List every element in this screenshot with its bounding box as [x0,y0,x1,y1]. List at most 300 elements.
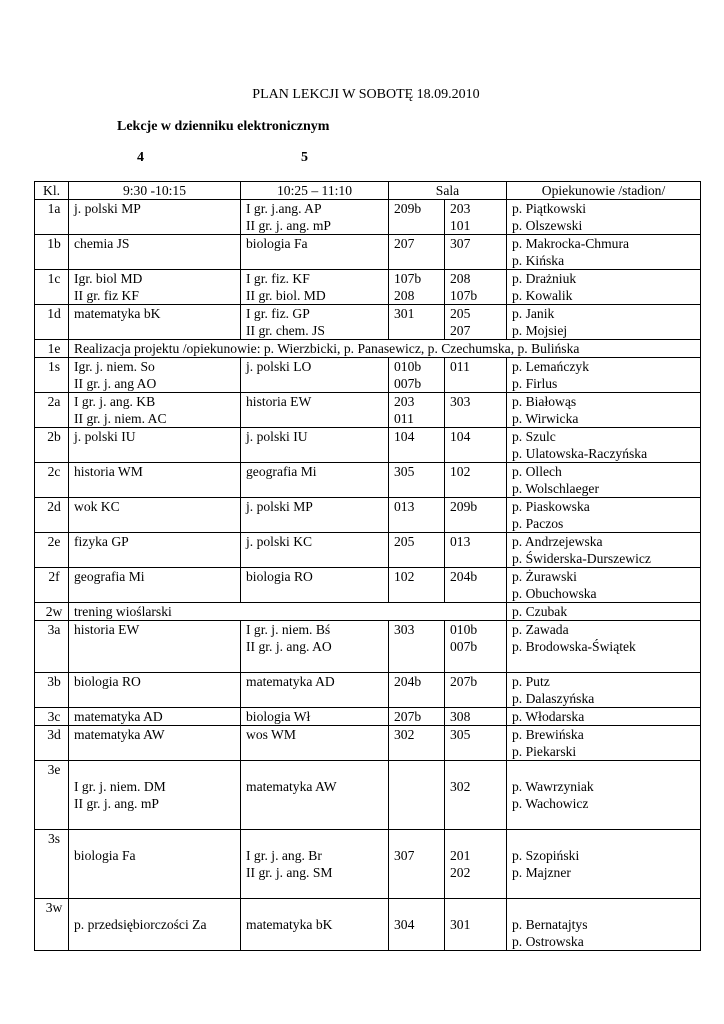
cell-line [450,550,506,567]
cell-line [512,655,700,672]
cell-line: 205 [394,534,415,549]
cell-line: p. Mojsiej [512,323,568,338]
room-slot-1 [389,463,445,498]
cell-line [512,761,700,778]
cell-line: geografia Mi [74,569,145,584]
guardians-cell [507,305,701,340]
table-row [35,830,701,899]
guardians-cell [507,568,701,603]
cell-line: 101 [450,218,471,233]
room-slot-2 [445,200,507,235]
lesson-wide: trening wioślarski [69,603,507,621]
cell-line [246,690,388,707]
cell-line: 303 [394,622,415,637]
cell-line [394,864,444,881]
cell-line: p. Kowalik [512,288,573,303]
cell-line: p. Andrzejewska [512,534,603,549]
cell-line: matematyka AW [246,779,337,794]
cell-line: p. Dalaszyńska [512,691,595,706]
header-row [35,182,701,200]
room-slot-1 [389,899,445,951]
lesson-slot-1 [69,235,241,270]
class-name: 2a [35,393,69,428]
table-row [35,393,701,428]
lesson-slot-1 [69,726,241,761]
cell-line [246,480,388,497]
cell-line: 301 [450,917,471,932]
cell-line [246,445,388,462]
cell-line: II gr. j. niem. AC [74,411,167,426]
cell-line: p. Wawrzyniak [512,779,594,794]
cell-line: II gr. chem. JS [246,323,325,338]
cell-line: 308 [450,709,471,724]
lesson-slot-1 [69,358,241,393]
room-slot-2 [445,726,507,761]
cell-line [246,585,388,602]
guardians-cell [507,726,701,761]
cell-line [74,899,240,916]
cell-line [246,375,388,392]
lesson-slot-1 [69,270,241,305]
lesson-slot-2 [241,393,389,428]
room-slot-2 [445,235,507,270]
cell-line [246,515,388,532]
room-slot-2 [445,533,507,568]
room-slot-2 [445,270,507,305]
guardians-cell [507,463,701,498]
guardians-cell [507,899,701,951]
cell-line: p. Zawada [512,622,569,637]
lesson-slot-1 [69,393,241,428]
cell-line: chemia JS [74,236,130,251]
cell-line: p. Janik [512,306,555,321]
class-name: 3d [35,726,69,761]
header-slot-1: 9:30 -10:15 [69,182,241,200]
cell-line [450,690,506,707]
cell-line: p. Wachowicz [512,796,589,811]
cell-line: p. Ulatowska-Raczyńska [512,446,648,461]
room-slot-2 [445,761,507,830]
class-name: 3e [35,761,69,830]
class-name: 2e [35,533,69,568]
cell-line [450,743,506,760]
cell-line [394,638,444,655]
cell-line [394,899,444,916]
cell-line [450,761,506,778]
cell-line: 203 [394,394,415,409]
cell-line [450,252,506,269]
cell-line: 304 [394,917,415,932]
cell-line [74,322,240,339]
cell-line: 209b [450,499,478,514]
cell-line: p. Drażniuk [512,271,577,286]
room-slot-2 [445,358,507,393]
class-name: 1d [35,305,69,340]
cell-line: 302 [394,727,415,742]
cell-line [394,690,444,707]
table-row [35,498,701,533]
table-row [35,463,701,498]
class-name: 1b [35,235,69,270]
cell-line: biologia Fa [74,848,136,863]
cell-line: II gr. j. ang. SM [246,865,333,880]
cell-line: 102 [394,569,415,584]
cell-line: p. Piątkowski [512,201,587,216]
cell-line [394,217,444,234]
room-slot-2 [445,708,507,726]
room-slot-1 [389,726,445,761]
guardians-cell [507,708,701,726]
room-slot-1 [389,708,445,726]
cell-line: wos WM [246,727,296,742]
cell-line: 305 [394,464,415,479]
cell-line [74,933,240,950]
cell-line [394,515,444,532]
class-name: 1s [35,358,69,393]
cell-line: p. Brodowska-Świątek [512,639,636,654]
cell-line [512,830,700,847]
cell-line [450,795,506,812]
schedule-table [34,181,701,951]
cell-line [394,655,444,672]
cell-line: p. Bernatajtys [512,917,588,932]
cell-line: p. Wolschlaeger [512,481,599,496]
table-row [35,235,701,270]
lesson-slot-2 [241,358,389,393]
lesson-slot-2 [241,305,389,340]
cell-line: p. Firlus [512,376,558,391]
room-slot-2 [445,428,507,463]
lesson-slot-1 [69,621,241,673]
cell-line: 107b [394,271,422,286]
cell-line [450,445,506,462]
cell-line: II gr. j. ang AO [74,376,157,391]
lesson-slot-1 [69,568,241,603]
cell-line [394,252,444,269]
cell-line [394,778,444,795]
table-row [35,673,701,708]
room-slot-2 [445,568,507,603]
cell-line: wok KC [74,499,120,514]
class-name: 1c [35,270,69,305]
cell-line: 007b [394,376,422,391]
cell-line [512,881,700,898]
lesson-slot-2 [241,498,389,533]
cell-line: 307 [394,848,415,863]
lesson-slot-1 [69,899,241,951]
cell-line: j. polski MP [74,201,141,216]
cell-line [74,881,240,898]
cell-line [394,812,444,829]
cell-line [74,550,240,567]
cell-line: 209b [394,201,422,216]
header-room: Sala [389,182,507,200]
cell-line: p. Piekarski [512,744,577,759]
cell-line: II gr. biol. MD [246,288,326,303]
table-row [35,533,701,568]
cell-line [74,830,240,847]
header-guardians: Opiekunowie /stadion/ [507,182,701,200]
room-slot-1 [389,830,445,899]
class-name: 1e [35,340,69,358]
cell-line: I gr. j. ang. Br [246,848,322,863]
cell-line [450,933,506,950]
cell-line: II gr. j. ang. AO [246,639,332,654]
cell-line: 202 [450,865,471,880]
schedule-body [35,200,701,951]
lesson-slot-1 [69,830,241,899]
cell-line: I gr. j. niem. DM [74,779,166,794]
cell-line: 208 [394,288,415,303]
cell-line: geografia Mi [246,464,317,479]
lesson-slot-1 [69,428,241,463]
cell-line: p. Majzner [512,865,571,880]
cell-line: 303 [450,394,471,409]
cell-line: p. Świderska-Durszewicz [512,551,651,566]
cell-line: p. Włodarska [512,709,585,724]
cell-line: 204b [450,569,478,584]
cell-line [74,743,240,760]
cell-line: biologia RO [246,569,313,584]
cell-line: p. Żurawski [512,569,577,584]
room-slot-1 [389,235,445,270]
cell-line [246,252,388,269]
room-slot-2 [445,673,507,708]
lesson-slot-2 [241,761,389,830]
class-name: 2f [35,568,69,603]
cell-line: biologia Fa [246,236,308,251]
class-name: 2c [35,463,69,498]
cell-line [394,795,444,812]
cell-line: 107b [450,288,478,303]
guardians-cell [507,270,701,305]
cell-line [450,480,506,497]
cell-line: matematyka bK [246,917,333,932]
cell-line [74,864,240,881]
room-slot-1 [389,358,445,393]
cell-line [450,655,506,672]
cell-line: p. Szulc [512,429,556,444]
table-row [35,899,701,951]
cell-line: 013 [450,534,471,549]
cell-line: 011 [450,359,470,374]
cell-line: historia EW [74,622,140,637]
cell-line: historia WM [74,464,143,479]
cell-line [450,830,506,847]
cell-line: p. Szopiński [512,848,580,863]
room-slot-1 [389,621,445,673]
class-name: 2b [35,428,69,463]
cell-line: I gr. j.ang. AP [246,201,322,216]
cell-line: 302 [450,779,471,794]
cell-line [246,761,388,778]
lesson-slot-1 [69,498,241,533]
cell-line [74,761,240,778]
cell-line: biologia Wł [246,709,311,724]
cell-line: I gr. j. niem. Bś [246,622,331,637]
room-slot-1 [389,200,445,235]
lesson-slot-1 [69,673,241,708]
cell-line [74,812,240,829]
lesson-slot-1 [69,761,241,830]
room-slot-2 [445,305,507,340]
cell-line: 104 [394,429,415,444]
cell-line [394,743,444,760]
cell-line: 203 [450,201,471,216]
lesson-number-5: 5 [301,150,308,165]
class-name: 2w [35,603,69,621]
cell-line: p. Olszewski [512,218,583,233]
cell-line: p. Piaskowska [512,499,590,514]
cell-line: p. Makrocka-Chmura [512,236,630,251]
table-row [35,761,701,830]
lesson-slot-2 [241,428,389,463]
table-row [35,270,701,305]
lesson-slot-2 [241,726,389,761]
table-row [35,708,701,726]
page-title: PLAN LEKCJI W SOBOTĘ 18.09.2010 [252,87,480,102]
cell-line [74,515,240,532]
room-slot-1 [389,305,445,340]
page-subtitle: Lekcje w dzienniku elektronicznym [117,119,330,134]
table-row [35,358,701,393]
table-row [35,568,701,603]
cell-line: 207 [450,323,471,338]
guardians-cell [507,621,701,673]
cell-line: II gr. j. ang. mP [74,796,159,811]
cell-line [394,445,444,462]
cell-line: j. polski IU [74,429,136,444]
cell-line: I gr. fiz. GP [246,306,310,321]
lesson-slot-2 [241,533,389,568]
cell-line: II gr. j. ang. mP [246,218,331,233]
room-slot-1 [389,761,445,830]
guardians-cell [507,393,701,428]
guardians-cell [507,603,701,621]
cell-line [450,585,506,602]
cell-line: 207b [450,674,478,689]
room-slot-2 [445,830,507,899]
cell-line: 204b [394,674,422,689]
guardians-cell [507,498,701,533]
class-name: 2d [35,498,69,533]
cell-line: 307 [450,236,471,251]
table-row [35,428,701,463]
cell-line: I gr. j. ang. KB [74,394,156,409]
cell-line [246,550,388,567]
lesson-slot-2 [241,270,389,305]
cell-line: j. polski MP [246,499,313,514]
cell-line [394,830,444,847]
cell-line: 007b [450,639,478,654]
cell-line [74,252,240,269]
cell-line: matematyka AD [246,674,335,689]
cell-line [246,899,388,916]
cell-line [74,445,240,462]
cell-line: matematyka AW [74,727,165,742]
header-class: Kl. [35,182,69,200]
lesson-slot-2 [241,830,389,899]
cell-line: p. Czubak [512,604,568,619]
table-row [35,200,701,235]
table-row [35,621,701,673]
cell-line: 010b [450,622,478,637]
cell-line: p. Kińska [512,253,565,268]
class-name: 3c [35,708,69,726]
guardians-cell [507,235,701,270]
cell-line: historia EW [246,394,312,409]
table-row [35,340,701,358]
cell-line: Igr. j. niem. So [74,359,155,374]
cell-line: p. Putz [512,674,550,689]
room-slot-2 [445,621,507,673]
lesson-slot-2 [241,235,389,270]
cell-line [394,761,444,778]
guardians-cell [507,761,701,830]
cell-line: j. polski LO [246,359,312,374]
cell-line [246,830,388,847]
cell-line [394,550,444,567]
cell-line [394,881,444,898]
cell-line [74,655,240,672]
room-slot-2 [445,498,507,533]
guardians-cell [507,200,701,235]
room-slot-2 [445,393,507,428]
room-slot-2 [445,899,507,951]
cell-line: p. Wirwicka [512,411,579,426]
cell-line: p. Obuchowska [512,586,597,601]
cell-line: matematyka AD [74,709,163,724]
cell-line: biologia RO [74,674,141,689]
cell-line [246,655,388,672]
cell-line: p. Lemańczyk [512,359,589,374]
cell-line [394,480,444,497]
table-row [35,726,701,761]
cell-line [512,812,700,829]
cell-line [74,690,240,707]
cell-line: fizyka GP [74,534,129,549]
lesson-slot-1 [69,533,241,568]
cell-line: p. Białowąs [512,394,577,409]
class-name: 3a [35,621,69,673]
cell-line: p. Ollech [512,464,562,479]
project-note: Realizacja projektu /opiekunowie: p. Wierzbicki, p. Panasewicz, p. Czechumska, p. Bulińska [69,340,701,358]
room-slot-1 [389,533,445,568]
guardians-cell [507,830,701,899]
room-slot-2 [445,463,507,498]
cell-line: p. przedsiębiorczości Za [74,917,207,932]
lesson-slot-1 [69,708,241,726]
cell-line: p. Ostrowska [512,934,584,949]
class-name: 3b [35,673,69,708]
header-slot-2: 10:25 – 11:10 [241,182,389,200]
cell-line [246,933,388,950]
guardians-cell [507,533,701,568]
cell-line [74,585,240,602]
class-name: 3w [35,899,69,951]
cell-line: j. polski IU [246,429,308,444]
cell-line [450,812,506,829]
lesson-slot-2 [241,463,389,498]
cell-line: 208 [450,271,471,286]
cell-line [246,795,388,812]
cell-line: 011 [394,411,414,426]
cell-line: 305 [450,727,471,742]
cell-line [450,881,506,898]
cell-line [74,217,240,234]
cell-line: 207b [394,709,422,724]
cell-line: p. Paczos [512,516,564,531]
